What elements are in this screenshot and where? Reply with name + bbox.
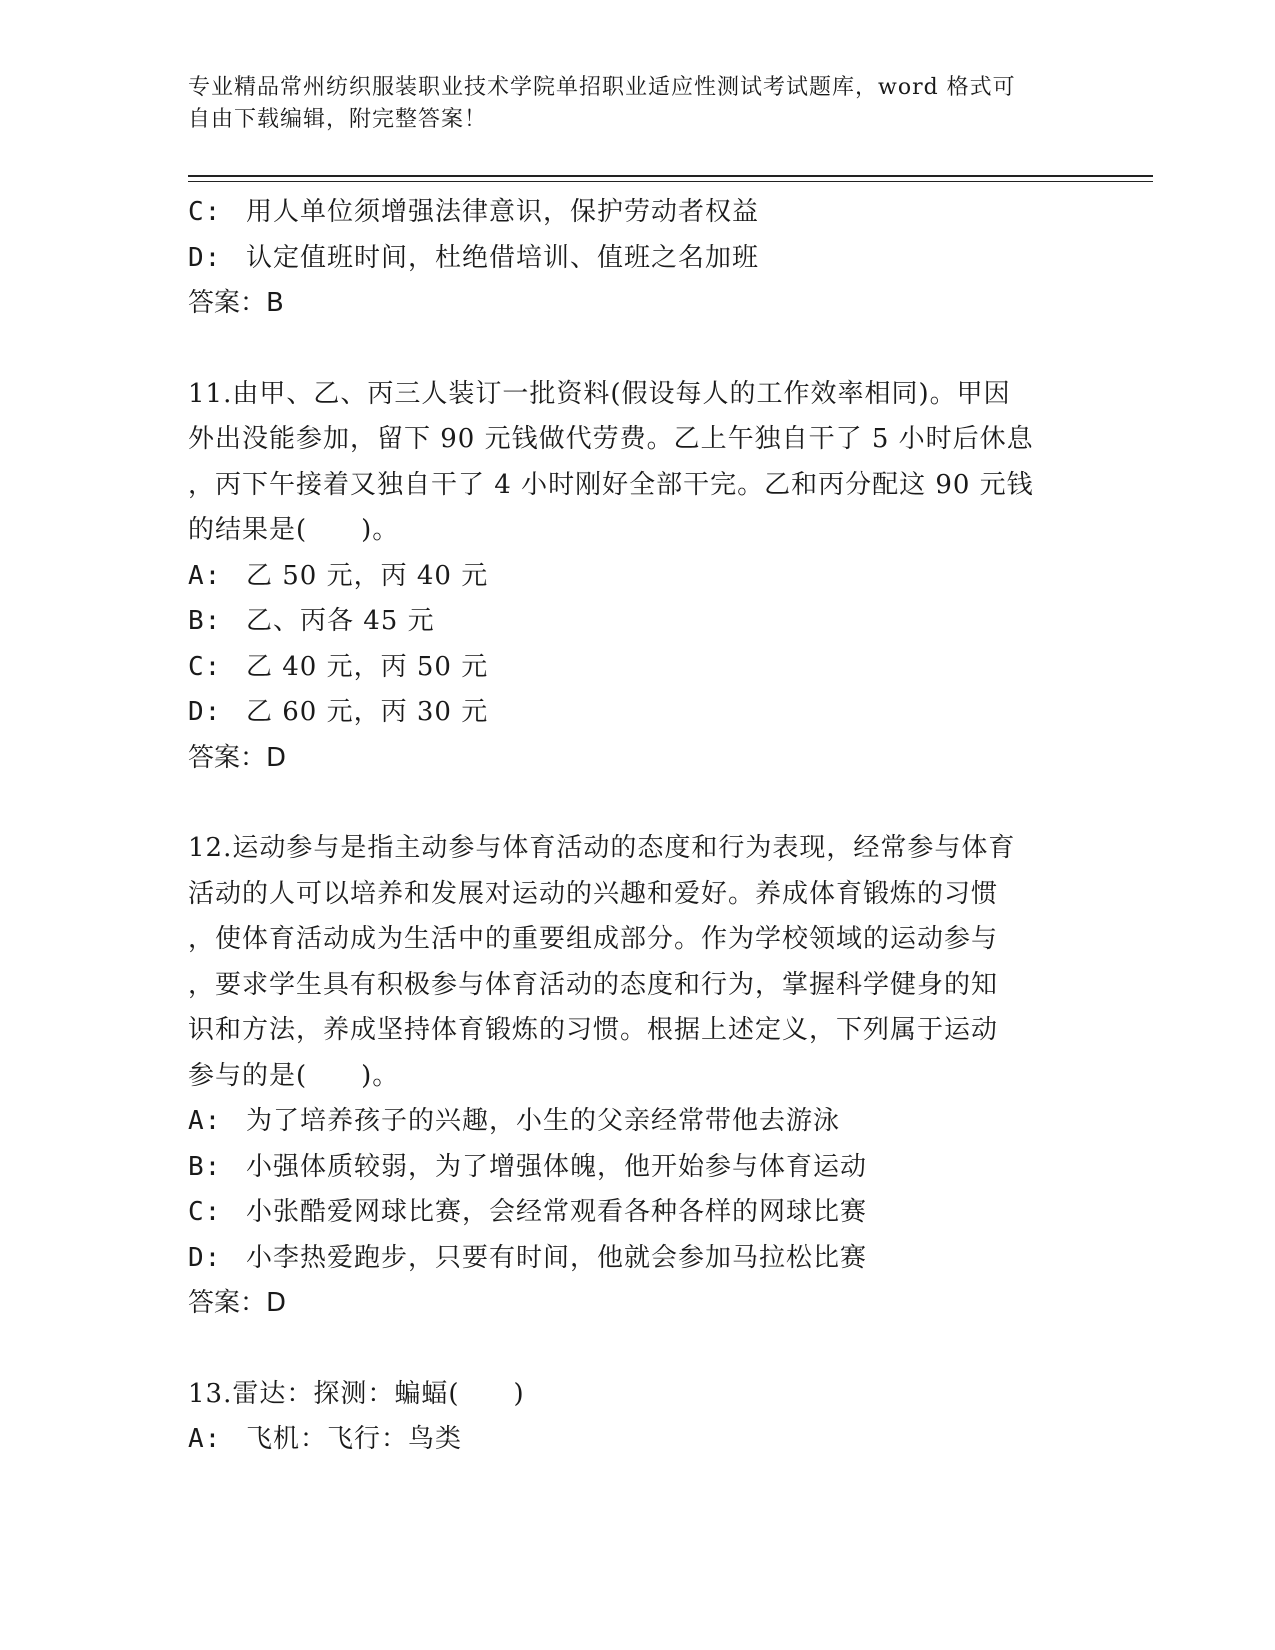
header-line-2: 自由下载编辑，附完整答案！ (188, 107, 488, 132)
question-stem-line: 的结果是( )。 (188, 515, 400, 545)
header-rule-thick (188, 175, 1153, 177)
option-a (188, 554, 1088, 600)
option-text: 乙 60 元，丙 30 元 (246, 697, 489, 727)
question-stem-line: 13.雷达：探测：蝙蝠( ) (188, 1378, 525, 1409)
option-letter: B: (188, 1151, 222, 1182)
question-stem-line: ，丙下午接着又独自干了 4 小时刚好全部干完。乙和丙分配这 90 元钱 (188, 469, 1034, 500)
option-text: 认定值班时间，杜绝借培训、值班之名加班 (246, 242, 760, 273)
option-text: 乙 50 元，丙 40 元 (246, 560, 489, 591)
question-stem-line: 12.运动参与是指主动参与体育活动的态度和行为表现，经常参与体育 (188, 833, 1016, 863)
question-content (188, 190, 1088, 1463)
question-stem-line: 活动的人可以培养和发展对运动的兴趣和爱好。养成体育锻炼的习惯 (188, 878, 999, 909)
option-letter: A: (188, 1424, 222, 1454)
question-stem-line: 11.由甲、乙、丙三人装订一批资料(假设每人的工作效率相同)。甲因 (188, 378, 1011, 409)
option-letter: D: (188, 697, 222, 727)
option-a (188, 1417, 1088, 1463)
question-stem-line: 外出没能参加，留下 90 元钱做代劳费。乙上午独自干了 5 小时后休息 (188, 424, 1034, 454)
question-stem-line: 识和方法，养成坚持体育锻炼的习惯。根据上述定义，下列属于运动 (188, 1015, 999, 1045)
question-stem-line: ，要求学生具有积极参与体育活动的态度和行为，掌握科学健身的知 (188, 969, 999, 1000)
option-letter: D: (188, 1242, 222, 1273)
question-stem-line: 参与的是( )。 (188, 1060, 400, 1091)
answer-line: 答案：D (188, 1288, 287, 1318)
option-letter: B: (188, 606, 222, 636)
option-letter: C: (188, 1197, 222, 1227)
option-c (188, 1190, 1088, 1236)
option-text: 小强体质较弱，为了增强体魄，他开始参与体育运动 (246, 1151, 868, 1182)
option-text: 乙 40 元，丙 50 元 (246, 651, 489, 682)
option-letter: C: (188, 197, 222, 227)
option-letter: C: (188, 651, 222, 682)
answer-line: 答案：D (188, 742, 287, 773)
option-text: 用人单位须增强法律意识，保护劳动者权益 (246, 197, 760, 227)
question-13 (188, 1372, 1088, 1463)
option-text: 小李热爱跑步，只要有时间，他就会参加马拉松比赛 (246, 1242, 868, 1273)
question-stem-line: ，使体育活动成为生活中的重要组成部分。作为学校领域的运动参与 (188, 924, 999, 954)
question-11 (188, 372, 1088, 782)
option-text: 飞机：飞行：鸟类 (246, 1424, 463, 1454)
option-a (188, 1099, 1088, 1145)
header-rule-thin (188, 181, 1153, 182)
option-b (188, 599, 1088, 645)
answer-line: 答案：B (188, 288, 284, 318)
option-text: 为了培养孩子的兴趣，小生的父亲经常带他去游泳 (246, 1106, 841, 1136)
option-letter: D: (188, 242, 222, 273)
option-letter: A: (188, 560, 222, 591)
option-c (188, 190, 1088, 236)
option-b (188, 1145, 1088, 1191)
option-letter: A: (188, 1106, 222, 1136)
question-12 (188, 826, 1088, 1327)
header-line-1: 专业精品常州纺织服装职业技术学院单招职业适应性测试考试题库，word 格式可 (188, 75, 1016, 100)
page-header (188, 72, 1068, 136)
option-d (188, 236, 1088, 282)
option-text: 小张酷爱网球比赛，会经常观看各种各样的网球比赛 (246, 1197, 868, 1227)
question-10-tail (188, 190, 1088, 327)
option-text: 乙、丙各 45 元 (246, 606, 435, 636)
option-d (188, 1236, 1088, 1282)
option-c (188, 645, 1088, 691)
option-d (188, 690, 1088, 736)
